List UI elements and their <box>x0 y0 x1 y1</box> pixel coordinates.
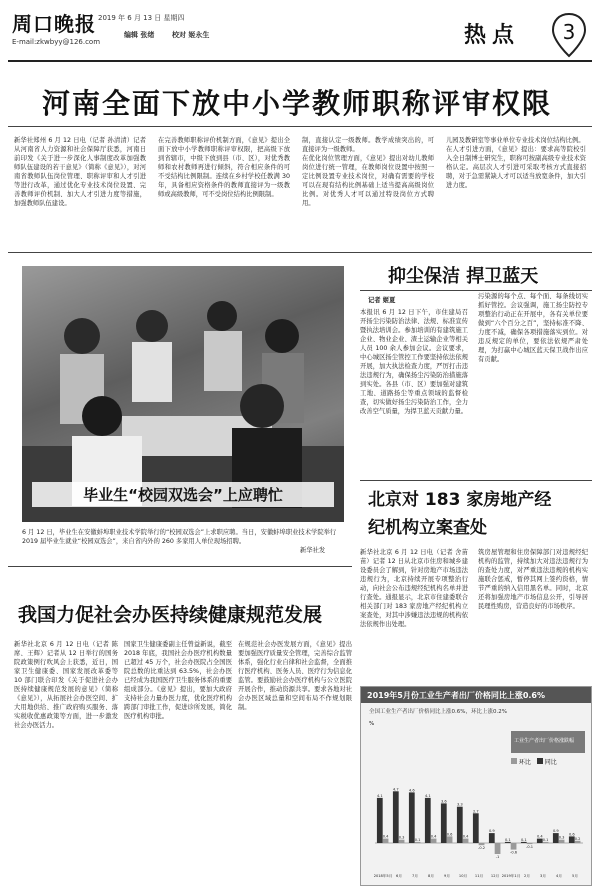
masthead-rule <box>8 60 592 62</box>
chart-value-label: 0.1 <box>520 837 527 842</box>
section-title: 热点 <box>463 23 520 48</box>
chart-value-label: 3.3 <box>456 802 463 807</box>
chart-category-label: 8月 <box>428 874 434 878</box>
chart-bar-mom-1 <box>399 840 405 843</box>
article1-col4: 儿园及教研室等事业单位专业技术岗位结构比例。 在人才引进方面，《意见》提出：要求高等院校引入全日制博士研究生，职称可按副高级专业技术资格认定。高层次人才引进可采取考核方式直接招聘，对于急需紧缺人才可以适当放宽条件，加大引进力度。 <box>446 137 586 189</box>
legend-mom: 环比 <box>518 759 531 766</box>
email-address: E-mail:zkwbyy@126.com <box>12 38 101 46</box>
chart-value-label: 0.4 <box>536 834 543 839</box>
article3-col2: 筑房屋管理和住房保障部门对违规经纪机构的监管，持续加大对违法违规行为的查处力度，对严重违法违规的机构实施联合惩戒，暂停其网上签约资格，情节严重的纳入信用黑名单。同时，北京还将加强房地产市场信息公开，引导居民理性购房，营造良好的市场秩序。 <box>478 549 588 610</box>
chart-value-label: 4.1 <box>424 793 431 798</box>
chart-category-label: 6月 <box>396 874 402 878</box>
chart-bar-mom-5 <box>463 839 469 843</box>
chart-bar-mom-6 <box>479 843 485 845</box>
article4-col1: 新华社北京 6 月 12 日电（记者 陈席、王辉）记者从 12 日举行的国务院政策例行吹风会上获悉，近日，国家卫生健康委、国家发展改革委等 10 部门联合印发《关于促进社会办医持续健康规范发展的意见》（简称《意见》），从拓展社会办医空间、扩大用地供给、推广政府购买服务、落实税收优惠政策等方面，进一步激发社会办医活力。 <box>14 641 118 729</box>
chart-bar-mom-3 <box>431 839 437 843</box>
article1-col3: 制，直接认定一级教师。教学成绩突出的，可直接评为一级教师。 在优化岗位管理方面，《意见》提出对幼儿教师岗位进行统一管理，在教师岗位设置中按照一定比例设置专业技术岗位，对确有需要的学校可以在现有结构比例基础上适当提高高级岗位比例。对优秀人才可以通过特设岗位方式聘用。 <box>302 137 434 207</box>
photo-caption: 6 月 12 日，毕业生在安徽蚌埠职业技术学院举行的“校园双选会”上求职应聘。当日，安徽蚌埠职业技术学院举行 2019 届毕业生就业“校园双选会”，来自省内外的 260 多家用人单位现场招聘。 <box>22 529 337 545</box>
article4-col2: 国家卫生健康委副主任曾益新说，截至 2018 年底，我国社会办医疗机构数量已超过 45 万个，社会办医院占全国医院总数的比重达到 63.5%，社会办医已经成为我国医疗卫生服务体系的重要组成部分。《意见》提出，要加大政府支持社会力量办医力度，优化医疗机构跨部门审批工作，促进诊所发展，简化医疗机构审批。 <box>124 641 232 720</box>
chart-category-label: 12月 <box>490 874 500 878</box>
article2-col2: 污染源的每个点、每个面、每条线切实抓好管控。会议强调，施工扬尘防控专项整治行动正在开展中，各有关单位要做到“六个百分之百”，坚持标准不降、力度不减，确保各项措施落实到位。对违反规定的单位，要依法依规严肃处理，为打赢中心城区蓝天保卫战作出应有贡献。 <box>478 293 588 363</box>
chart-category-label: 2月 <box>524 874 530 878</box>
article1-col2: 在完善教师职称评价机制方面，《意见》提出全面下放中小学教师职称评审权限，把高级下放到省辖市，中级下放到县（市、区），对优秀教师和农村教师再进行倾斜，符合相应条件的可不受结构比例限制。连续在乡村学校任教满 30 年，具备相应资格条件的教师直接评为一级教师或高级教师，可不受岗位结构比例限制。 <box>158 137 290 198</box>
chart-unit: % <box>369 721 375 727</box>
chart-bar-mom-10 <box>543 842 549 843</box>
chart-category-label: 11月 <box>474 874 484 878</box>
chart-value-label: -0.6 <box>510 850 518 855</box>
legend-yoy: 同比 <box>544 759 557 766</box>
chart-bar-yoy-7 <box>489 833 495 843</box>
chart-value-label: -0.1 <box>526 845 534 850</box>
article1-col1: 新华社郑州 6 月 12 日电（记者 孙清清）记者从河南省人力资源和社会保障厅获悉，河南日前印发《关于进一步深化人事制度改革加强教师队伍建设的若干意见》（简称《意见》），对河南省教师队伍岗位管理、职称评审和人才引进等进行改革，通过优化专业技术岗位设置、完善教师评价机制、加大人才引进力度等措施，加强教师队伍建设。 <box>14 137 146 207</box>
chart-value-label: 0.4 <box>462 834 469 839</box>
chart-bar-mom-9 <box>527 843 533 844</box>
ppi-chart <box>360 686 592 886</box>
photo-credit: 新华社发 <box>300 547 326 554</box>
article3-col1: 新华社北京 6 月 12 日电（记者 舍苗苗）记者 12 日从北京市住房和城乡建设委员会了解到，针对房地产市场违法违规行为，北京持续开展专项整治行动，向社会公布违规经纪机构名单并进行查处。通报显示，北京市住建委联合相关部门对 183 家房地产经纪机构立案查处，对其中涉嫌违法违规的机构依法依规作出处理。 <box>360 549 468 628</box>
issue-date: 2019 年 6 月 13 日 星期四 <box>98 14 185 22</box>
chart-bar-mom-4 <box>447 836 453 843</box>
chart-value-label: 0.1 <box>504 837 511 842</box>
chart-category-label: 7月 <box>412 874 418 878</box>
chart-value-label: 0.6 <box>446 832 453 837</box>
chart-value-label: 0.2 <box>574 836 581 841</box>
page-number-badge <box>550 12 588 58</box>
chart-bar-mom-12 <box>575 841 581 843</box>
chart-bar-mom-0 <box>383 839 389 843</box>
chart-value-label: -1 <box>495 855 500 859</box>
chart-value-label: 0.6 <box>568 832 575 837</box>
chart-bar-mom-11 <box>559 840 565 843</box>
chart-value-label: 0.9 <box>488 829 495 834</box>
chart-category-label: 4月 <box>556 874 562 878</box>
article1-bottom-rule <box>8 252 592 253</box>
chart-value-label: 2.7 <box>472 809 479 814</box>
article1-rule <box>8 126 592 127</box>
chart-value-label: -0.2 <box>478 846 486 851</box>
chart-value-label: 0.3 <box>398 835 405 840</box>
proof-credit: 校对 姬永生 <box>172 31 210 39</box>
article1-headline: 河南全面下放中小学教师职称评审权限 <box>42 87 553 120</box>
editor-credit: 编辑 张绪 <box>124 31 155 39</box>
masthead <box>0 0 600 62</box>
chart-value-label: 0.1 <box>414 837 421 842</box>
article4-col3: 在规范社会办医发展方面，《意见》提出要加强医疗质量安全管理，完善综合监管体系，强化行业自律和社会监督，全面推行医疗机构、医务人员、医疗行为信息化监管。要鼓励社会办医疗机构与公立医院开展合作，推动资源共享。要求各地对社会办医区域总量和空间布局不作规划限制。 <box>238 641 352 711</box>
chart-category-label: 3月 <box>540 874 546 878</box>
chart-value-label: 0.4 <box>382 834 389 839</box>
chart-value-label: 0.1 <box>542 837 549 842</box>
job-fair-photo <box>22 266 344 522</box>
chart-bar-yoy-8 <box>505 842 511 843</box>
chart-bar-yoy-9 <box>521 842 527 843</box>
chart-bar-yoy-4 <box>441 803 447 843</box>
chart-value-label: 0.4 <box>430 834 437 839</box>
chart-title: 2019年5月份工业生产者出厂价格同比上涨0.6% <box>367 691 546 700</box>
chart-bar-yoy-6 <box>473 813 479 843</box>
chart-category-label: 10月 <box>458 874 468 878</box>
chart-bar-mom-2 <box>415 842 421 843</box>
article2-col1: 本报讯 6 月 12 日下午，市住建局召开扬尘污染防治法律、法规、标准宣传暨执法培训会。参加培训的有建筑施工企业、物业企业、渣土运输企业等相关人员 100 余人参加会议。会议要求，中心城区扬尘管控工作要坚持依法依规开展，加大执法检查力度，严厉打击违法违规行为，确保扬尘污染防治措施落到实处。各县（市、区）要加强对建筑工地、道路扬尘等重点领域的监督检查，切实做好扬尘污染防治工作，全力改善空气质量，为捍卫蓝天贡献力量。 <box>360 309 468 415</box>
chart-value-label: 4.6 <box>408 788 415 793</box>
article4-headline: 我国力促社会办医持续健康规范发展 <box>18 604 323 626</box>
page-number: 3 <box>562 20 576 44</box>
photo-title: 毕业生“校园双选会”上应聘忙 <box>32 482 334 507</box>
chart-bar-mom-8 <box>511 843 517 850</box>
article2-headline: 抑尘保洁 捍卫蓝天 <box>388 266 539 287</box>
chart-inset-note: 工业生产者出厂价格涨跌幅 <box>514 738 575 744</box>
chart-value-label: 0.9 <box>552 829 559 834</box>
chart-category-label: 9月 <box>444 874 450 878</box>
chart-category-label: 2019年1月 <box>501 874 521 878</box>
article2-bottom-rule <box>360 480 592 481</box>
chart-value-label: 3.6 <box>440 799 447 804</box>
article2-rule <box>360 290 592 291</box>
chart-value-label: 4.7 <box>392 787 399 792</box>
paper-logo: 周口晚报 <box>12 12 96 36</box>
article2-byline: 记者 姬夏 <box>368 297 396 304</box>
chart-value-label: 0.3 <box>558 835 565 840</box>
chart-bar-yoy-2 <box>409 792 415 843</box>
chart-plot <box>361 687 591 885</box>
chart-category-label: 2018年5月 <box>373 874 393 878</box>
article4-top-rule <box>8 566 352 567</box>
chart-subtitle: 全国工业生产者出厂价格同比上涨0.6%，环比上涨0.2% <box>369 709 507 715</box>
chart-value-label: 4.1 <box>376 793 383 798</box>
article3-headline: 北京对 183 家房地产经纪机构立案查处 <box>368 490 552 538</box>
chart-category-label: 5月 <box>572 874 578 878</box>
chart-bar-mom-7 <box>495 843 501 854</box>
